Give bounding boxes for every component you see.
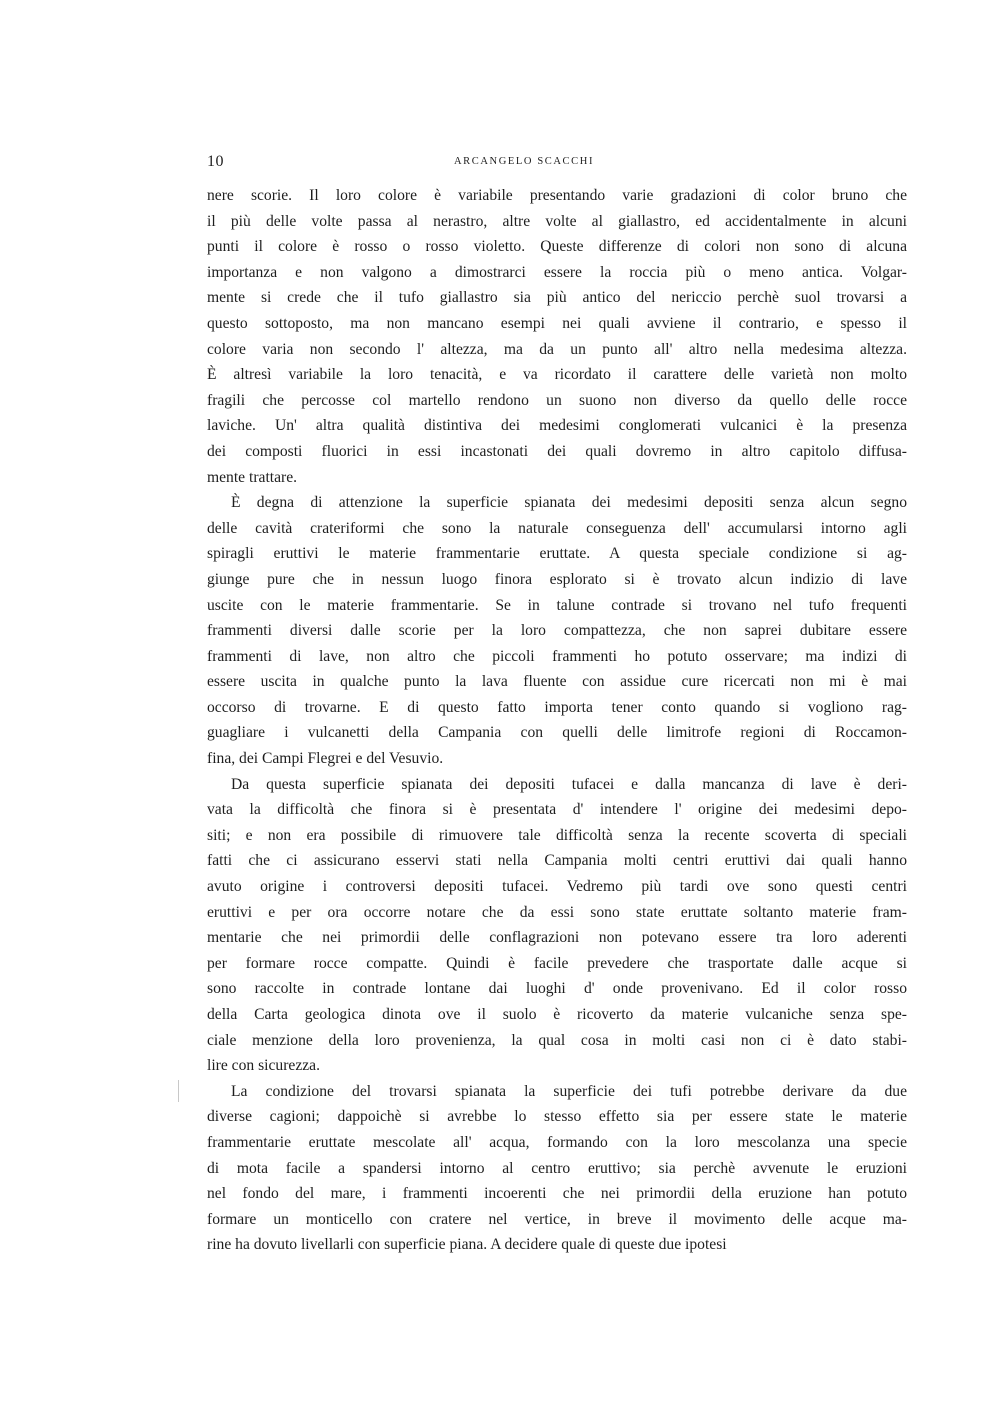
text-line: essere uscita in qualche punto la lava fluente con assidue cure ricercati non mi è mai <box>207 673 907 691</box>
text-line: di mota facile a spandersi intorno al centro eruttivo; sia perchè avvenute le eruzioni <box>207 1159 907 1177</box>
text-line: delle cavità crateriformi che sono la naturale conseguenza dell' accumularsi intorno agli <box>207 519 907 537</box>
text-line: spiragli eruttivi le materie frammentarie eruttate. A questa speciale condizione si ag- <box>207 545 907 563</box>
text-line: lire con sicurezza. <box>207 1057 320 1075</box>
text-line: il più delle volte passa al nerastro, altre volte al giallastro, ed accidentalmente in alcuni <box>207 212 907 230</box>
text-line: importanza e non valgono a dimostrarci essere la roccia più o meno antica. Volgar- <box>207 263 907 281</box>
text-line: frammenti di lave, non altro che piccoli frammenti ho potuto osservare; ma indizi di <box>207 647 907 665</box>
text-line: mentarie che nei primordii delle conflagrazioni non potevano essere tra loro aderenti <box>207 929 907 947</box>
text-line: per formare rocce compatte. Quindi è facile prevedere che trasportate dalle acque si <box>207 954 907 972</box>
text-line: laviche. Un' altra qualità distintiva dei medesimi conglomerati vulcanici è la presenza <box>207 417 907 435</box>
text-line: vata la difficoltà che finora si è presentata d' intendere l' origine dei medesimi depo- <box>207 801 907 819</box>
body-text <box>207 183 907 1258</box>
text-line: siti; e non era possibile di rimuovere tale difficoltà senza la recente scoverta di speciali <box>207 826 907 844</box>
text-line: ciale menzione della loro provenienza, la qual cosa in molti casi non ci è dato stabi- <box>207 1031 907 1049</box>
text-line: La condizione del trovarsi spianata la superficie dei tufi potrebbe derivare da due <box>231 1082 907 1100</box>
text-line: sono raccolte in contrade lontane dai luoghi d' onde provenivano. Ed il color rosso <box>207 980 907 998</box>
paragraph-4 <box>207 1079 907 1258</box>
text-line: nel fondo del mare, i frammenti incoerenti che nei primordii della eruzione han potuto <box>207 1185 907 1203</box>
text-line: guagliare i vulcanetti della Campania con quelli delle limitrofe regioni di Roccamon- <box>207 724 907 742</box>
text-line: nere scorie. Il loro colore è variabile presentando varie gradazioni di color bruno che <box>207 187 907 204</box>
text-line: mente si crede che il tufo giallastro sia più antico del nericcio perchè suol trovarsi a <box>207 289 907 307</box>
text-line: formare un monticello con cratere nel vertice, in breve il movimento delle acque ma- <box>207 1210 907 1228</box>
text-line: dei composti fluorici in essi incastonati dei quali dovremo in altro capitolo diffusa- <box>207 442 907 460</box>
text-line: giunge pure che in nessun luogo finora esplorato si è trovato alcun indizio di lave <box>207 570 907 588</box>
text-line: questo sottoposto, ma non mancano esempi nei quali avviene il contrario, e spesso il <box>207 314 907 332</box>
text-line: punti il colore è rosso o rosso violetto. Queste differenze di colori non sono di alcuna <box>207 238 907 256</box>
paragraph-3 <box>207 772 907 1079</box>
text-line: della Carta geologica dinota ove il suolo è ricoverto da materie vulcaniche senza spe- <box>207 1006 907 1023</box>
text-line: avuto origine i controversi depositi tufacei. Vedremo più tardi ove sono questi centri <box>207 878 907 896</box>
text-line: fina, dei Campi Flegrei e del Vesuvio. <box>207 750 444 768</box>
margin-mark <box>178 1080 179 1102</box>
text-line: fragili che percosse col martello rendono un suono non diverso da quello delle rocce <box>207 391 907 409</box>
text-line: colore varia non secondo l' altezza, ma da un punto all' altro nella medesima altezza. <box>207 340 907 358</box>
text-line: eruttivi e per ora occorre notare che da essi sono state eruttate soltanto materie fram- <box>207 903 907 921</box>
text-line: uscite con le materie frammentarie. Se in talune contrade si trovano nel tufo frequenti <box>207 596 907 614</box>
text-line: Da questa superficie spianata dei depositi tufacei e dalla mancanza di lave è deri- <box>231 775 907 793</box>
text-line: fatti che ci assicurano esservi stati nella Campania molti centri eruttivi dai quali hanno <box>207 852 907 870</box>
text-line: diverse cagioni; dappoichè si avrebbe lo stesso effetto sia per essere state le materie <box>207 1108 907 1126</box>
text-line: frammenti diversi dalle scorie per la loro compattezza, che non saprei dubitare essere <box>207 622 907 640</box>
page-number: 10 <box>207 153 224 170</box>
paragraph-2 <box>207 490 907 772</box>
text-line: mente trattare. <box>207 468 298 486</box>
paragraph-1 <box>207 183 907 490</box>
text-line: È degna di attenzione la superficie spianata dei medesimi depositi senza alcun segno <box>231 494 907 512</box>
text-line: È altresì variabile la loro tenacità, e va ricordato il carattere delle varietà non molto <box>207 366 907 384</box>
text-line: frammentarie eruttate mescolate all' acqua, formando con la loro mescolanza una specie <box>207 1133 907 1151</box>
text-line: occorso di trovarne. E di questo fatto importa tener conto quando si vogliono rag- <box>207 698 907 716</box>
running-head: ARCANGELO SCACCHI <box>453 156 595 167</box>
text-line: rine ha dovuto livellarli con superficie piana. A decidere quale di queste due ipotesi <box>207 1236 727 1254</box>
